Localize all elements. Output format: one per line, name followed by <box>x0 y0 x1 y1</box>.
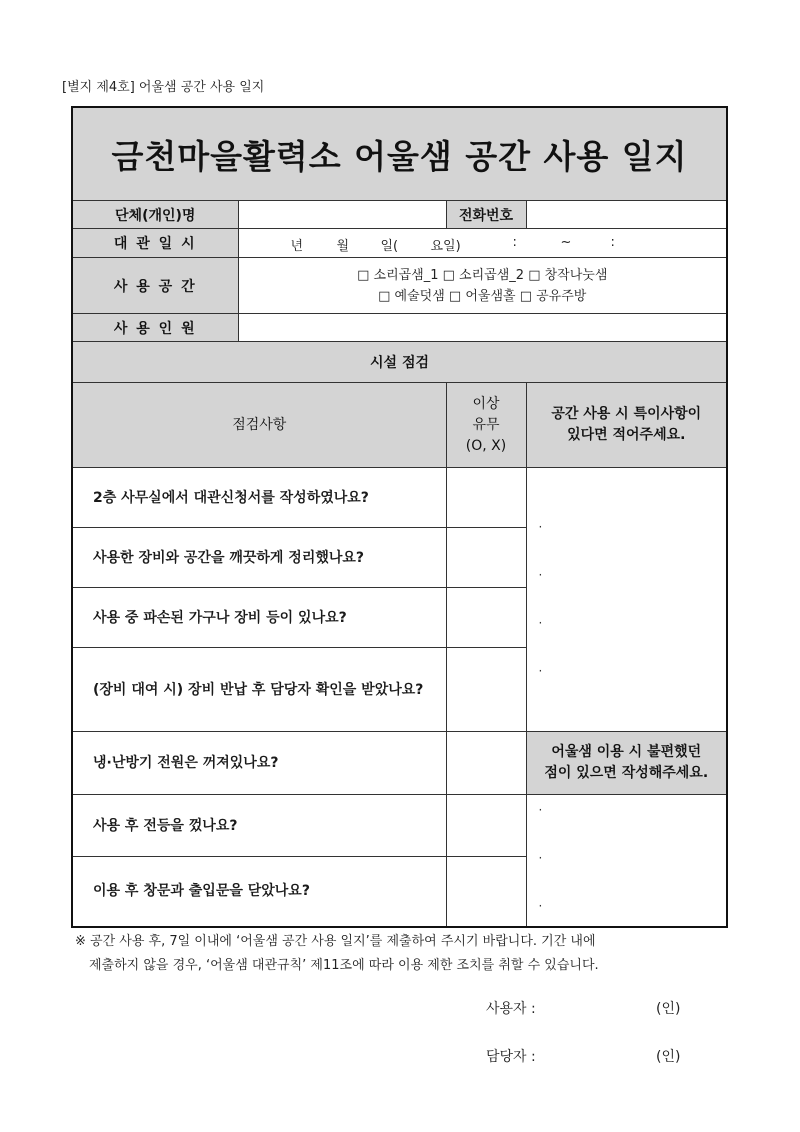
notice-line1: ※ 공간 사용 후, 7일 이내에 ‘어울샘 공간 사용 일지’를 제출하여 주시기 바랍니다. 기간 내에 <box>75 934 596 949</box>
anomaly-cell[interactable] <box>446 588 526 648</box>
space-options-line2: □ 예술덧샘 □ 어울샘홀 □ 공유주방 <box>378 288 587 304</box>
space-options[interactable] <box>238 258 727 314</box>
space-label: 사 용 공 간 <box>72 258 238 314</box>
user-seal[interactable]: (인) <box>656 1001 681 1017</box>
anomaly-cell[interactable] <box>446 795 526 857</box>
inspection-item: 사용 중 파손된 가구나 장비 등이 있나요? <box>72 588 446 648</box>
inspection-item: 2층 사무실에서 대관신청서를 작성하였나요? <box>72 468 446 528</box>
remarks-bullet: · <box>538 616 543 630</box>
date-month: 월 <box>336 239 350 254</box>
anomaly-cell[interactable] <box>446 732 526 795</box>
inspection-item: 냉·난방기 전원은 꺼져있나요? <box>72 732 446 795</box>
inspection-items-header: 점검사항 <box>72 383 446 468</box>
anomaly-header-line3: (O, X) <box>465 437 507 454</box>
phone-field[interactable] <box>526 201 727 229</box>
anomaly-header-line2: 유무 <box>472 416 500 433</box>
inconvenience-bullet: · <box>538 899 543 913</box>
remarks-field[interactable] <box>526 468 727 732</box>
inspection-item: 사용 후 전등을 껐나요? <box>72 795 446 857</box>
inspection-section-title: 시설 점검 <box>72 342 727 383</box>
anomaly-cell[interactable] <box>446 528 526 588</box>
inconvenience-bullet: · <box>538 803 543 817</box>
remarks-header <box>526 383 727 468</box>
inconvenience-header-line2: 점이 있으면 작성해주세요. <box>544 765 709 781</box>
space-options-line1: □ 소리곱샘_1 □ 소리곱샘_2 □ 창작나눗샘 <box>357 267 608 283</box>
user-signature-label: 사용자 : <box>486 1001 536 1017</box>
date-weekday: 요일) <box>430 239 461 254</box>
date-tilde: ~ <box>560 235 572 250</box>
inconvenience-field[interactable] <box>526 795 727 927</box>
inspection-item: (장비 대여 시) 장비 반납 후 담당자 확인을 받았나요? <box>72 648 446 732</box>
anomaly-header <box>446 383 526 468</box>
remarks-header-line2: 있다면 적어주세요. <box>567 427 686 443</box>
remarks-bullet: · <box>538 568 543 582</box>
date-day: 일( <box>380 239 399 254</box>
people-field[interactable] <box>238 314 727 342</box>
inspection-item: 사용한 장비와 공간을 깨끗하게 정리했나요? <box>72 528 446 588</box>
form-title: 금천마을활력소 어울샘 공간 사용 일지 <box>72 107 727 201</box>
phone-label: 전화번호 <box>446 201 526 229</box>
rental-date-label: 대 관 일 시 <box>72 229 238 258</box>
manager-signature-label: 담당자 : <box>486 1049 536 1065</box>
date-colon-end: : <box>610 235 615 250</box>
group-name-field[interactable] <box>238 201 446 229</box>
group-name-label: 단체(개인)명 <box>72 201 238 229</box>
inconvenience-header <box>526 732 727 795</box>
inspection-item: 이용 후 창문과 출입문을 닫았나요? <box>72 857 446 927</box>
anomaly-cell[interactable] <box>446 857 526 927</box>
notice-line2: 제출하지 않을 경우, ‘어울샘 대관규칙’ 제11조에 따라 이용 제한 조치를 취할 수 있습니다. <box>89 958 599 973</box>
remarks-bullet: · <box>538 520 543 534</box>
anomaly-cell[interactable] <box>446 648 526 732</box>
rental-date-field[interactable] <box>238 229 727 258</box>
inconvenience-header-line1: 어울샘 이용 시 불편했던 <box>551 744 702 760</box>
usage-log-form <box>71 106 728 928</box>
inconvenience-bullet: · <box>538 851 543 865</box>
remarks-bullet: · <box>538 664 543 678</box>
people-label: 사 용 인 원 <box>72 314 238 342</box>
submission-notice <box>75 930 755 978</box>
form-caption: [별지 제4호] 어울샘 공간 사용 일지 <box>62 80 265 95</box>
anomaly-cell[interactable] <box>446 468 526 528</box>
date-year: 년 <box>290 239 304 254</box>
anomaly-header-line1: 이상 <box>472 395 500 412</box>
manager-seal[interactable]: (인) <box>656 1049 681 1065</box>
remarks-header-line1: 공간 사용 시 특이사항이 <box>551 406 702 422</box>
date-colon-start: : <box>512 235 517 250</box>
